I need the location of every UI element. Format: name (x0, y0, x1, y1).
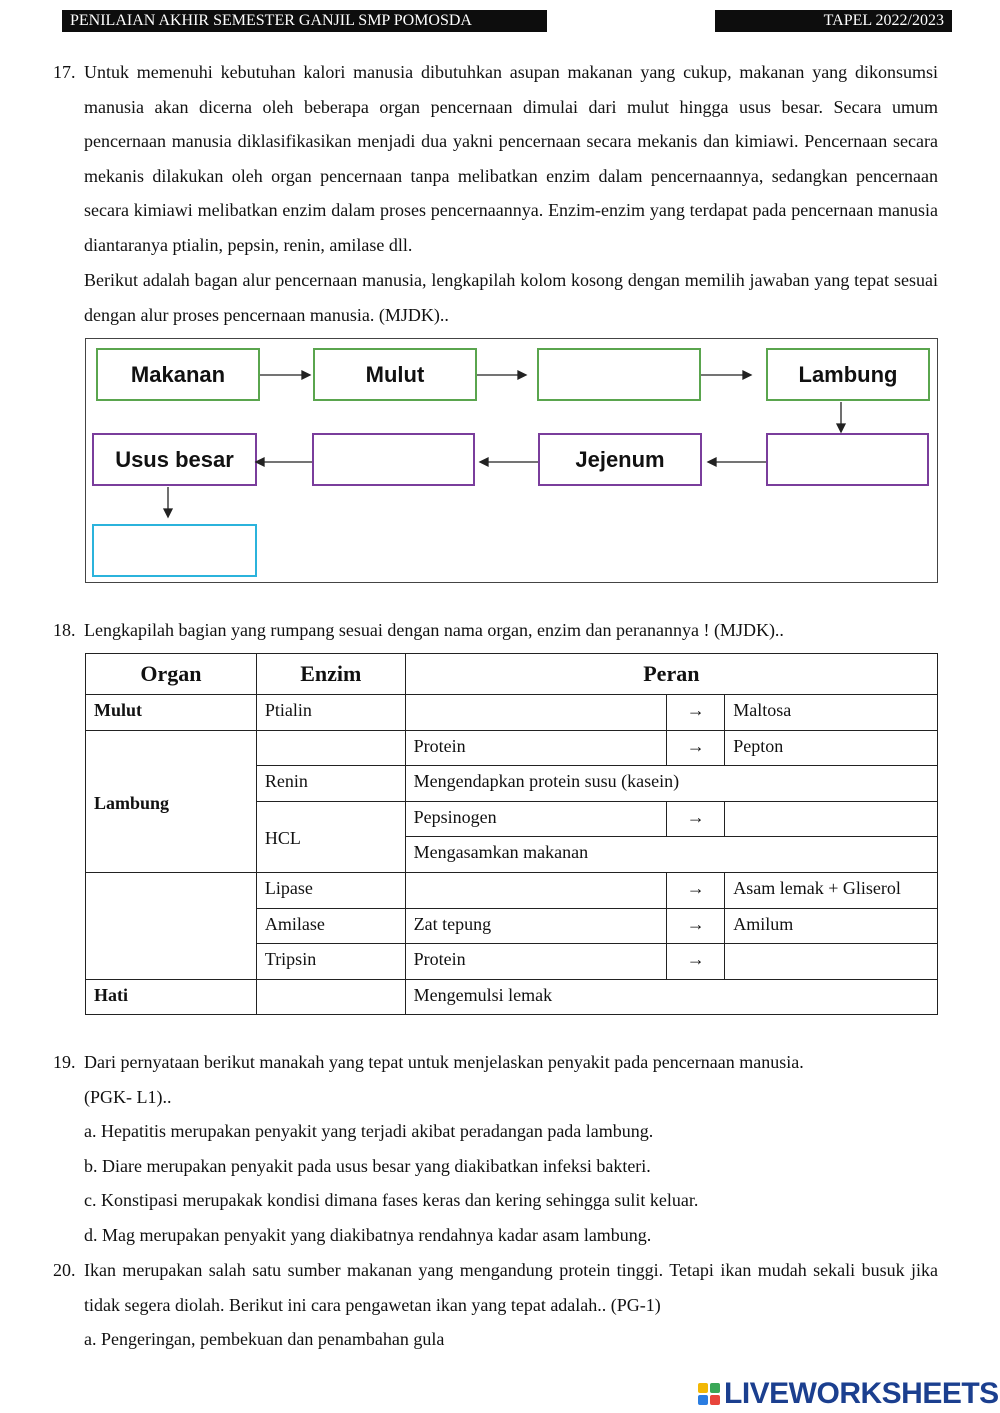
table-row (86, 979, 938, 1015)
question-20-option-a[interactable]: a. Pengeringan, pembekuan dan penambahan gula (84, 1329, 445, 1349)
question-20-text: Ikan merupakan salah satu sumber makanan yang mengandung protein tinggi. Tetapi ikan mudah sekali busuk jika tidak segera diolah. Berikut ini cara pengawetan ikan yang tepat adalah.. (PG-1) (84, 1260, 938, 1315)
organ-cell: Hati (86, 979, 257, 1015)
answer-cell[interactable] (256, 730, 405, 766)
bahan-cell: Protein (405, 730, 667, 766)
bahan-cell: Protein (405, 944, 667, 980)
hasil-cell: Asam lemak + Gliserol (725, 872, 938, 908)
flow-box-jejenum: Jejenum (538, 433, 702, 486)
flow-box-makanan: Makanan (96, 348, 260, 401)
bahan-cell: Pepsinogen (405, 801, 667, 837)
flow-box-lambung: Lambung (766, 348, 930, 401)
answer-cell[interactable] (256, 979, 405, 1015)
logo-mark-icon (698, 1383, 720, 1405)
arrow-right-icon (260, 371, 310, 379)
enzim-cell: Amilase (256, 908, 405, 944)
header-peran: Peran (405, 654, 937, 695)
answer-cell[interactable] (86, 872, 257, 979)
flow-box-usus-besar: Usus besar (92, 433, 257, 486)
enzim-cell: Lipase (256, 872, 405, 908)
arrow-down-icon (164, 487, 172, 517)
question-19-text: Dari pernyataan berikut manakah yang tepat untuk menjelaskan penyakit pada pencernaan manusia. (84, 1052, 804, 1072)
question-19-code: (PGK- L1).. (84, 1087, 172, 1107)
arrow-right-icon (477, 371, 526, 379)
peran-cell: Mengasamkan makanan (405, 837, 937, 873)
hasil-cell: Amilum (725, 908, 938, 944)
answer-cell[interactable] (725, 944, 938, 980)
question-20-number: 20. (53, 1260, 76, 1280)
header-left-title: PENILAIAN AKHIR SEMESTER GANJIL SMP POMOSDA (62, 10, 547, 32)
arrow-right-icon: → (667, 908, 725, 944)
flow-box-mulut: Mulut (313, 348, 477, 401)
arrow-right-icon: → (667, 695, 725, 731)
enzim-cell: Tripsin (256, 944, 405, 980)
bahan-cell: Zat tepung (405, 908, 667, 944)
arrow-left-icon (708, 458, 766, 466)
answer-cell[interactable] (405, 695, 667, 731)
question-17-instruction: Berikut adalah bagan alur pencernaan manusia, lengkapilah kolom kosong dengan memilih jawaban yang tepat sesuai dengan alur proses pencernaan manusia. (MJDK).. (84, 270, 938, 325)
header-right-title: TAPEL 2022/2023 (715, 10, 952, 32)
table-row (86, 872, 938, 908)
answer-cell[interactable] (725, 801, 938, 837)
organ-cell: Lambung (86, 730, 257, 872)
liveworksheets-logo[interactable] (698, 1377, 999, 1411)
logo-text: LIVEWORKSHEETS (724, 1377, 999, 1410)
answer-cell[interactable] (405, 872, 667, 908)
hasil-cell: Maltosa (725, 695, 938, 731)
peran-cell: Mengendapkan protein susu (kasein) (405, 766, 937, 802)
question-17-number: 17. (53, 62, 76, 82)
arrow-right-icon: → (667, 872, 725, 908)
arrow-left-icon (256, 458, 312, 466)
organ-cell: Mulut (86, 695, 257, 731)
organ-enzyme-table (85, 653, 938, 1015)
arrow-left-icon (480, 458, 538, 466)
question-18-text: Lengkapilah bagian yang rumpang sesuai dengan nama organ, enzim dan peranannya ! (MJDK).. (84, 620, 784, 640)
header-organ: Organ (86, 654, 257, 695)
question-18-number: 18. (53, 620, 76, 640)
question-19-option-a[interactable]: a. Hepatitis merupakan penyakit yang terjadi akibat peradangan pada lambung. (84, 1121, 654, 1141)
arrow-right-icon (701, 371, 751, 379)
enzim-cell: Renin (256, 766, 405, 802)
arrow-down-icon (837, 402, 845, 432)
header-enzim: Enzim (256, 654, 405, 695)
arrow-right-icon: → (667, 801, 725, 837)
question-19-option-c[interactable]: c. Konstipasi merupakak kondisi dimana fases keras dan kering sehingga sulit keluar. (84, 1190, 699, 1210)
peran-cell: Mengemulsi lemak (405, 979, 937, 1015)
hasil-cell: Pepton (725, 730, 938, 766)
question-19-option-b[interactable]: b. Diare merupakan penyakit pada usus besar yang diakibatkan infeksi bakteri. (84, 1156, 651, 1176)
enzim-cell: Ptialin (256, 695, 405, 731)
question-19-option-d[interactable]: d. Mag merupakan penyakit yang diakibatnya rendahnya kadar asam lambung. (84, 1225, 652, 1245)
flow-arrows (0, 0, 1000, 600)
question-19-number: 19. (53, 1052, 76, 1072)
question-17-text: Untuk memenuhi kebutuhan kalori manusia dibutuhkan asupan makanan yang cukup, makanan yang dikonsumsi manusia akan dicerna oleh beberapa organ pencernaan dimulai dari mulut hingga usus besar. Secara umum pencernaan manusia diklasifikasikan menjadi dua yakni pencernaan secara mekanis dan kimiawi. Pencernaan secara mekanis dilakukan oleh organ pencernaan tanpa melibatkan enzim dalam pencernaannya, sedangkan pencernaan secara kimiawi melibatkan enzim dalam proses pencernaannya. Enzim-enzim yang terdapat pada pencernaan manusia diantaranya ptialin, pepsin, renin, amilase dll. (84, 62, 938, 255)
enzim-cell: HCL (256, 801, 405, 872)
table-row (86, 695, 938, 731)
table-row (86, 730, 938, 766)
arrow-right-icon: → (667, 944, 725, 980)
table-header-row (86, 654, 938, 695)
arrow-right-icon: → (667, 730, 725, 766)
